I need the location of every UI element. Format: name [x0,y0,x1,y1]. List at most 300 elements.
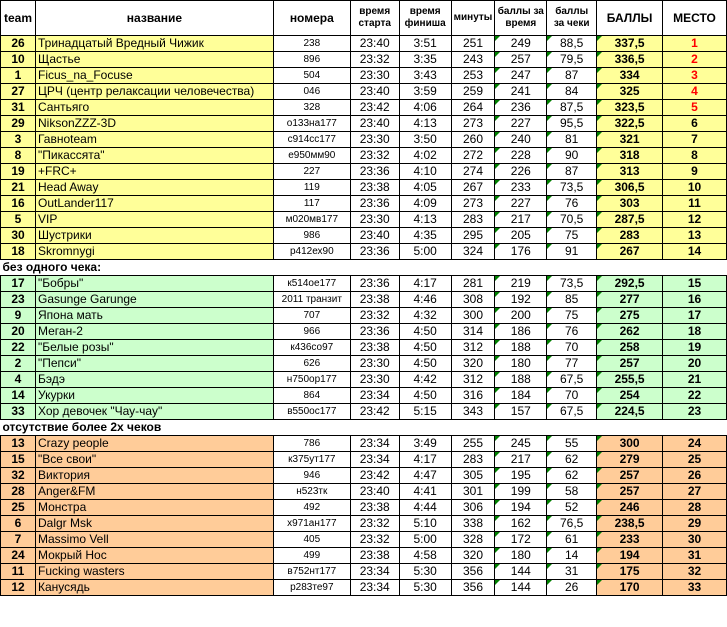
cell-check-points[interactable]: 73,5 [547,180,597,196]
cell-team[interactable]: 25 [1,500,36,516]
cell-place[interactable]: 2 [663,52,727,68]
cell-start[interactable]: 23:32 [350,148,399,164]
cell-points[interactable]: 262 [597,324,663,340]
cell-start[interactable]: 23:42 [350,404,399,420]
cell-team[interactable]: 32 [1,468,36,484]
cell-minutes[interactable]: 283 [451,452,495,468]
cell-time-points[interactable]: 200 [495,308,547,324]
cell-points[interactable]: 258 [597,340,663,356]
cell-start[interactable]: 23:34 [350,436,399,452]
cell-time-points[interactable]: 257 [495,52,547,68]
cell-place[interactable]: 31 [663,548,727,564]
cell-time-points[interactable]: 144 [495,580,547,596]
cell-minutes[interactable]: 356 [451,564,495,580]
cell-team[interactable]: 21 [1,180,36,196]
cell-check-points[interactable]: 14 [547,548,597,564]
cell-numbers[interactable]: 405 [273,532,350,548]
cell-name[interactable]: Япона мать [35,308,273,324]
cell-place[interactable]: 30 [663,532,727,548]
cell-numbers[interactable]: р412ех90 [273,244,350,260]
cell-time-points[interactable]: 241 [495,84,547,100]
cell-finish[interactable]: 4:05 [399,180,451,196]
cell-numbers[interactable]: 119 [273,180,350,196]
cell-minutes[interactable]: 324 [451,244,495,260]
cell-place[interactable]: 19 [663,340,727,356]
cell-minutes[interactable]: 320 [451,548,495,564]
cell-start[interactable]: 23:36 [350,324,399,340]
cell-check-points[interactable]: 85 [547,292,597,308]
cell-finish[interactable]: 4:35 [399,228,451,244]
cell-place[interactable]: 7 [663,132,727,148]
cell-team[interactable]: 8 [1,148,36,164]
cell-finish[interactable]: 5:30 [399,564,451,580]
cell-check-points[interactable]: 61 [547,532,597,548]
cell-time-points[interactable]: 247 [495,68,547,84]
cell-time-points[interactable]: 194 [495,500,547,516]
cell-minutes[interactable]: 273 [451,196,495,212]
cell-name[interactable]: Gasunge Garunge [35,292,273,308]
cell-team[interactable]: 29 [1,116,36,132]
cell-numbers[interactable]: 786 [273,436,350,452]
header-numbers[interactable]: номера [273,1,350,36]
cell-team[interactable]: 28 [1,484,36,500]
cell-finish[interactable]: 4:42 [399,372,451,388]
cell-finish[interactable]: 4:50 [399,340,451,356]
cell-place[interactable]: 32 [663,564,727,580]
cell-check-points[interactable]: 84 [547,84,597,100]
cell-numbers[interactable]: 046 [273,84,350,100]
cell-points[interactable]: 257 [597,484,663,500]
cell-points[interactable]: 337,5 [597,36,663,52]
cell-start[interactable]: 23:42 [350,468,399,484]
cell-team[interactable]: 31 [1,100,36,116]
cell-numbers[interactable]: в550ос177 [273,404,350,420]
cell-check-points[interactable]: 67,5 [547,372,597,388]
cell-team[interactable]: 14 [1,388,36,404]
header-place[interactable]: МЕСТО [663,1,727,36]
cell-numbers[interactable]: к514ое177 [273,276,350,292]
cell-name[interactable]: "Все свои" [35,452,273,468]
header-check-points[interactable]: баллы за чеки [547,1,597,36]
cell-name[interactable]: Massimo Vell [35,532,273,548]
cell-place[interactable]: 13 [663,228,727,244]
cell-minutes[interactable]: 283 [451,212,495,228]
cell-time-points[interactable]: 195 [495,468,547,484]
cell-finish[interactable]: 5:00 [399,244,451,260]
cell-minutes[interactable]: 306 [451,500,495,516]
cell-start[interactable]: 23:30 [350,132,399,148]
cell-minutes[interactable]: 312 [451,340,495,356]
cell-name[interactable]: Меган-2 [35,324,273,340]
cell-numbers[interactable]: м020мв177 [273,212,350,228]
cell-name[interactable]: Head Away [35,180,273,196]
cell-time-points[interactable]: 192 [495,292,547,308]
cell-check-points[interactable]: 77 [547,356,597,372]
cell-check-points[interactable]: 87 [547,164,597,180]
cell-finish[interactable]: 3:59 [399,84,451,100]
cell-minutes[interactable]: 267 [451,180,495,196]
cell-name[interactable]: "Пепси" [35,356,273,372]
cell-start[interactable]: 23:40 [350,484,399,500]
cell-minutes[interactable]: 356 [451,580,495,596]
header-minutes[interactable]: минуты [451,1,495,36]
cell-check-points[interactable]: 55 [547,436,597,452]
cell-name[interactable]: Ficus_na_Focuse [35,68,273,84]
cell-time-points[interactable]: 184 [495,388,547,404]
cell-minutes[interactable]: 343 [451,404,495,420]
cell-time-points[interactable]: 228 [495,148,547,164]
cell-points[interactable]: 254 [597,388,663,404]
cell-place[interactable]: 22 [663,388,727,404]
cell-start[interactable]: 23:36 [350,196,399,212]
cell-start[interactable]: 23:40 [350,36,399,52]
cell-finish[interactable]: 4:41 [399,484,451,500]
cell-numbers[interactable]: х971ан177 [273,516,350,532]
cell-minutes[interactable]: 314 [451,324,495,340]
cell-check-points[interactable]: 76,5 [547,516,597,532]
cell-name[interactable]: Anger&FM [35,484,273,500]
cell-points[interactable]: 257 [597,356,663,372]
header-team[interactable]: team [1,1,36,36]
cell-name[interactable]: OutLander117 [35,196,273,212]
cell-place[interactable]: 14 [663,244,727,260]
cell-check-points[interactable]: 87 [547,68,597,84]
cell-time-points[interactable]: 157 [495,404,547,420]
cell-start[interactable]: 23:38 [350,292,399,308]
cell-numbers[interactable]: 492 [273,500,350,516]
cell-numbers[interactable]: 966 [273,324,350,340]
cell-time-points[interactable]: 205 [495,228,547,244]
cell-start[interactable]: 23:34 [350,564,399,580]
cell-place[interactable]: 33 [663,580,727,596]
cell-minutes[interactable]: 281 [451,276,495,292]
cell-place[interactable]: 25 [663,452,727,468]
cell-points[interactable]: 255,5 [597,372,663,388]
cell-finish[interactable]: 3:35 [399,52,451,68]
cell-check-points[interactable]: 81 [547,132,597,148]
cell-name[interactable]: +FRC+ [35,164,273,180]
section-title[interactable]: отсутствие более 2х чеков [1,420,727,436]
cell-finish[interactable]: 5:00 [399,532,451,548]
cell-check-points[interactable]: 75 [547,228,597,244]
cell-name[interactable]: Щастье [35,52,273,68]
cell-check-points[interactable]: 58 [547,484,597,500]
cell-start[interactable]: 23:38 [350,500,399,516]
cell-start[interactable]: 23:32 [350,532,399,548]
cell-finish[interactable]: 5:15 [399,404,451,420]
cell-numbers[interactable]: 864 [273,388,350,404]
cell-name[interactable]: Канусядь [35,580,273,596]
cell-start[interactable]: 23:40 [350,228,399,244]
cell-finish[interactable]: 4:50 [399,324,451,340]
cell-team[interactable]: 30 [1,228,36,244]
cell-numbers[interactable]: 504 [273,68,350,84]
cell-points[interactable]: 277 [597,292,663,308]
cell-numbers[interactable]: 986 [273,228,350,244]
cell-name[interactable]: NiksonZZZ-3D [35,116,273,132]
cell-points[interactable]: 322,5 [597,116,663,132]
cell-team[interactable]: 7 [1,532,36,548]
cell-numbers[interactable]: в752нт177 [273,564,350,580]
cell-name[interactable]: Шустрики [35,228,273,244]
cell-time-points[interactable]: 226 [495,164,547,180]
cell-name[interactable]: Crazy people [35,436,273,452]
cell-points[interactable]: 318 [597,148,663,164]
cell-team[interactable]: 4 [1,372,36,388]
cell-start[interactable]: 23:36 [350,244,399,260]
cell-time-points[interactable]: 180 [495,548,547,564]
cell-place[interactable]: 6 [663,116,727,132]
cell-place[interactable]: 15 [663,276,727,292]
cell-points[interactable]: 323,5 [597,100,663,116]
cell-points[interactable]: 287,5 [597,212,663,228]
cell-check-points[interactable]: 52 [547,500,597,516]
cell-team[interactable]: 5 [1,212,36,228]
cell-time-points[interactable]: 245 [495,436,547,452]
cell-points[interactable]: 267 [597,244,663,260]
cell-check-points[interactable]: 95,5 [547,116,597,132]
cell-place[interactable]: 28 [663,500,727,516]
cell-finish[interactable]: 4:17 [399,276,451,292]
cell-minutes[interactable]: 255 [451,436,495,452]
cell-team[interactable]: 18 [1,244,36,260]
cell-points[interactable]: 194 [597,548,663,564]
cell-team[interactable]: 12 [1,580,36,596]
cell-finish[interactable]: 4:50 [399,388,451,404]
cell-numbers[interactable]: 499 [273,548,350,564]
cell-points[interactable]: 321 [597,132,663,148]
cell-minutes[interactable]: 305 [451,468,495,484]
header-points[interactable]: БАЛЛЫ [597,1,663,36]
cell-points[interactable]: 336,5 [597,52,663,68]
cell-finish[interactable]: 4:47 [399,468,451,484]
cell-minutes[interactable]: 308 [451,292,495,308]
cell-time-points[interactable]: 188 [495,372,547,388]
cell-team[interactable]: 17 [1,276,36,292]
cell-team[interactable]: 22 [1,340,36,356]
cell-place[interactable]: 4 [663,84,727,100]
cell-check-points[interactable]: 62 [547,452,597,468]
cell-place[interactable]: 16 [663,292,727,308]
cell-start[interactable]: 23:32 [350,52,399,68]
cell-start[interactable]: 23:38 [350,548,399,564]
cell-finish[interactable]: 4:44 [399,500,451,516]
cell-place[interactable]: 23 [663,404,727,420]
cell-place[interactable]: 24 [663,436,727,452]
cell-finish[interactable]: 4:50 [399,356,451,372]
cell-finish[interactable]: 4:09 [399,196,451,212]
cell-finish[interactable]: 4:58 [399,548,451,564]
cell-points[interactable]: 283 [597,228,663,244]
cell-time-points[interactable]: 236 [495,100,547,116]
cell-finish[interactable]: 4:02 [399,148,451,164]
cell-finish[interactable]: 4:13 [399,116,451,132]
cell-team[interactable]: 3 [1,132,36,148]
cell-name[interactable]: Skromnygi [35,244,273,260]
cell-numbers[interactable]: о133на177 [273,116,350,132]
cell-start[interactable]: 23:40 [350,116,399,132]
cell-points[interactable]: 313 [597,164,663,180]
cell-place[interactable]: 1 [663,36,727,52]
cell-points[interactable]: 292,5 [597,276,663,292]
cell-check-points[interactable]: 62 [547,468,597,484]
cell-time-points[interactable]: 188 [495,340,547,356]
cell-name[interactable]: "Белые розы" [35,340,273,356]
cell-team[interactable]: 15 [1,452,36,468]
cell-numbers[interactable]: н750ор177 [273,372,350,388]
cell-start[interactable]: 23:34 [350,580,399,596]
cell-time-points[interactable]: 217 [495,212,547,228]
cell-finish[interactable]: 3:43 [399,68,451,84]
cell-check-points[interactable]: 67,5 [547,404,597,420]
cell-team[interactable]: 2 [1,356,36,372]
cell-numbers[interactable]: с914сс177 [273,132,350,148]
cell-place[interactable]: 21 [663,372,727,388]
cell-place[interactable]: 17 [663,308,727,324]
cell-place[interactable]: 3 [663,68,727,84]
cell-place[interactable]: 11 [663,196,727,212]
cell-team[interactable]: 13 [1,436,36,452]
cell-points[interactable]: 233 [597,532,663,548]
cell-place[interactable]: 29 [663,516,727,532]
cell-start[interactable]: 23:38 [350,340,399,356]
cell-numbers[interactable]: 238 [273,36,350,52]
cell-finish[interactable]: 4:46 [399,292,451,308]
cell-check-points[interactable]: 31 [547,564,597,580]
cell-time-points[interactable]: 219 [495,276,547,292]
cell-start[interactable]: 23:34 [350,452,399,468]
cell-name[interactable]: Бэдэ [35,372,273,388]
cell-start[interactable]: 23:40 [350,84,399,100]
cell-minutes[interactable]: 253 [451,68,495,84]
cell-team[interactable]: 16 [1,196,36,212]
cell-check-points[interactable]: 70,5 [547,212,597,228]
cell-minutes[interactable]: 328 [451,532,495,548]
cell-name[interactable]: VIP [35,212,273,228]
cell-numbers[interactable]: 707 [273,308,350,324]
cell-time-points[interactable]: 217 [495,452,547,468]
cell-name[interactable]: Тринадцатый Вредный Чижик [35,36,273,52]
cell-numbers[interactable]: 117 [273,196,350,212]
cell-points[interactable]: 300 [597,436,663,452]
cell-time-points[interactable]: 249 [495,36,547,52]
cell-check-points[interactable]: 79,5 [547,52,597,68]
header-name[interactable]: название [35,1,273,36]
cell-team[interactable]: 27 [1,84,36,100]
cell-minutes[interactable]: 260 [451,132,495,148]
cell-minutes[interactable]: 272 [451,148,495,164]
cell-place[interactable]: 10 [663,180,727,196]
cell-numbers[interactable]: к375ут177 [273,452,350,468]
cell-points[interactable]: 170 [597,580,663,596]
cell-team[interactable]: 11 [1,564,36,580]
cell-time-points[interactable]: 176 [495,244,547,260]
cell-start[interactable]: 23:38 [350,180,399,196]
cell-minutes[interactable]: 312 [451,372,495,388]
cell-points[interactable]: 257 [597,468,663,484]
cell-place[interactable]: 20 [663,356,727,372]
cell-name[interactable]: Виктория [35,468,273,484]
cell-points[interactable]: 175 [597,564,663,580]
cell-check-points[interactable]: 91 [547,244,597,260]
cell-numbers[interactable]: к436со97 [273,340,350,356]
cell-points[interactable]: 306,5 [597,180,663,196]
cell-finish[interactable]: 4:13 [399,212,451,228]
cell-check-points[interactable]: 26 [547,580,597,596]
cell-numbers[interactable]: 2011 транзит [273,292,350,308]
cell-minutes[interactable]: 273 [451,116,495,132]
cell-team[interactable]: 23 [1,292,36,308]
cell-name[interactable]: Сантьяго [35,100,273,116]
cell-time-points[interactable]: 144 [495,564,547,580]
cell-minutes[interactable]: 264 [451,100,495,116]
cell-points[interactable]: 325 [597,84,663,100]
cell-finish[interactable]: 4:17 [399,452,451,468]
section-title[interactable]: без одного чека: [1,260,727,276]
cell-minutes[interactable]: 251 [451,36,495,52]
cell-check-points[interactable]: 76 [547,324,597,340]
cell-team[interactable]: 20 [1,324,36,340]
cell-time-points[interactable]: 186 [495,324,547,340]
cell-start[interactable]: 23:30 [350,356,399,372]
cell-name[interactable]: Монстра [35,500,273,516]
cell-team[interactable]: 1 [1,68,36,84]
cell-numbers[interactable]: е950мм90 [273,148,350,164]
cell-check-points[interactable]: 70 [547,388,597,404]
cell-start[interactable]: 23:30 [350,212,399,228]
cell-points[interactable]: 334 [597,68,663,84]
cell-finish[interactable]: 4:10 [399,164,451,180]
cell-time-points[interactable]: 227 [495,196,547,212]
cell-name[interactable]: Fucking wasters [35,564,273,580]
cell-name[interactable]: Мокрый Нос [35,548,273,564]
cell-time-points[interactable]: 172 [495,532,547,548]
cell-minutes[interactable]: 300 [451,308,495,324]
cell-minutes[interactable]: 243 [451,52,495,68]
cell-place[interactable]: 26 [663,468,727,484]
cell-start[interactable]: 23:36 [350,276,399,292]
cell-check-points[interactable]: 87,5 [547,100,597,116]
cell-team[interactable]: 33 [1,404,36,420]
cell-check-points[interactable]: 70 [547,340,597,356]
cell-time-points[interactable]: 162 [495,516,547,532]
cell-numbers[interactable]: 896 [273,52,350,68]
cell-team[interactable]: 19 [1,164,36,180]
cell-finish[interactable]: 5:30 [399,580,451,596]
cell-team[interactable]: 6 [1,516,36,532]
cell-name[interactable]: "Бобры" [35,276,273,292]
header-finish[interactable]: время финиша [399,1,451,36]
cell-name[interactable]: ЦРЧ (центр релаксации человечества) [35,84,273,100]
cell-minutes[interactable]: 316 [451,388,495,404]
cell-place[interactable]: 12 [663,212,727,228]
header-time-points[interactable]: баллы за время [495,1,547,36]
cell-name[interactable]: Хор девочек "Чау-чау" [35,404,273,420]
cell-name[interactable]: Укурки [35,388,273,404]
cell-points[interactable]: 238,5 [597,516,663,532]
cell-points[interactable]: 246 [597,500,663,516]
cell-minutes[interactable]: 295 [451,228,495,244]
cell-minutes[interactable]: 301 [451,484,495,500]
cell-finish[interactable]: 3:51 [399,36,451,52]
cell-place[interactable]: 18 [663,324,727,340]
cell-time-points[interactable]: 180 [495,356,547,372]
cell-minutes[interactable]: 274 [451,164,495,180]
cell-start[interactable]: 23:34 [350,388,399,404]
cell-place[interactable]: 27 [663,484,727,500]
cell-numbers[interactable]: 626 [273,356,350,372]
cell-points[interactable]: 275 [597,308,663,324]
